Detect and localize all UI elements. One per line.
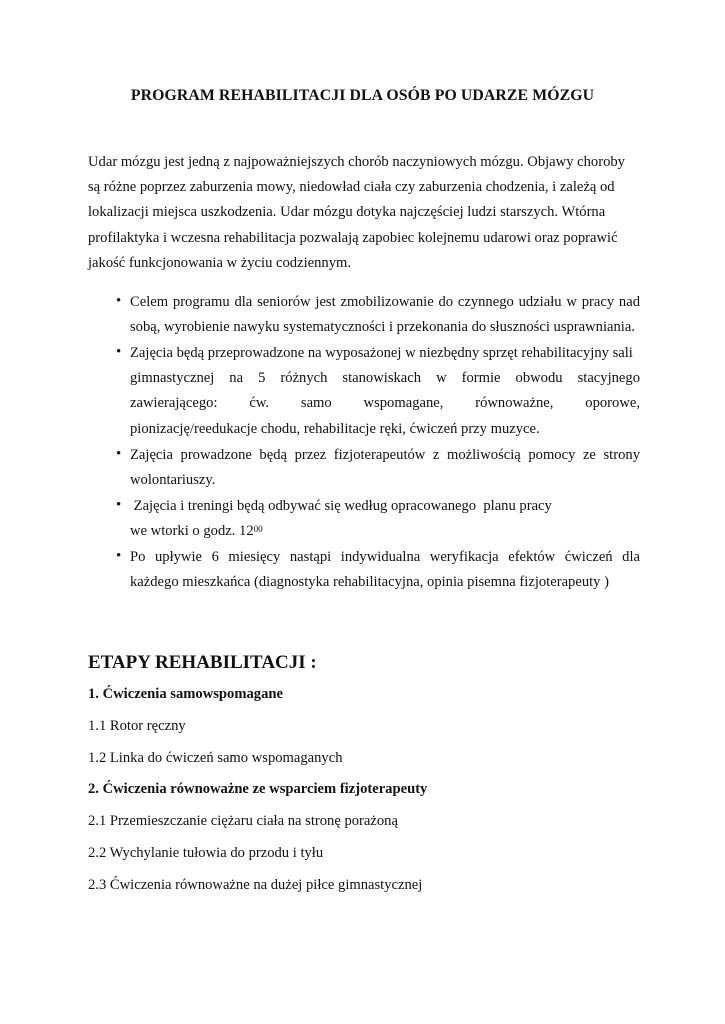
stages-heading: ETAPY REHABILITACJI : <box>88 652 317 673</box>
bullet-line: Celem programu dla seniorów jest zmobilizowanie do czynnego udziału w pracy nad <box>130 294 640 310</box>
intro-line: lokalizacji miejsca uszkodzenia. Udar mózgu dotyka najczęściej ludzi starszych. Wtórna <box>88 204 606 221</box>
bullet-item <box>130 341 640 442</box>
bullet-line: Zajęcia prowadzone będą przez fizjoterapeutów z możliwością pomocy ze strony <box>130 447 640 463</box>
intro-line: profilaktyka i wczesna rehabilitacja pozwalają zapobiec kolejnemu udarowi oraz poprawić <box>88 229 618 246</box>
bullet-line: Zajęcia będą przeprowadzone na wyposażonej w niezbędny sprzęt rehabilitacyjny sali <box>130 345 633 361</box>
bullet-icon: • <box>116 548 122 564</box>
bullet-icon: • <box>116 293 122 309</box>
intro-line: są różne poprzez zaburzenia mowy, niedowład ciała czy zaburzenia chodzenia, i zależą od <box>88 179 615 196</box>
bullet-item <box>130 443 640 493</box>
bullet-item <box>130 290 640 340</box>
bullet-item <box>130 545 640 595</box>
bullet-item <box>130 494 640 544</box>
bullet-line: Po upływie 6 miesięcy nastąpi indywidualna weryfikacja efektów ćwiczeń dla <box>130 549 640 565</box>
section-item: 2.1 Przemieszczanie ciężaru ciała na stronę porażoną <box>88 813 398 829</box>
section-heading: 1. Ćwiczenia samowspomagane <box>88 686 283 702</box>
bullet-icon: • <box>116 344 122 360</box>
bullet-line: wolontariuszy. <box>130 472 216 489</box>
bullet-line: sobą, wyrobienie nawyku systematyczności i przekonania do słuszności usprawniania. <box>130 319 635 336</box>
intro-line: Udar mózgu jest jedną z najpoważniejszych chorób naczyniowych mózgu. Objawy choroby <box>88 154 625 170</box>
bullet-line: gimnastycznej na 5 różnych stanowiskach w formie obwodu stacyjnego <box>130 370 640 387</box>
bullet-line-time <box>130 519 640 544</box>
bullet-line: każdego mieszkańca (diagnostyka rehabilitacyjna, opinia pisemna fizjoterapeuty ) <box>130 574 609 591</box>
intro-paragraph <box>88 150 648 276</box>
bullet-line: pionizację/reedukacje chodu, rehabilitacje ręki, ćwiczeń przy muzyce. <box>130 420 540 437</box>
section-item: 1.2 Linka do ćwiczeń samo wspomaganych <box>88 750 343 766</box>
section-item: 2.3 Ćwiczenia równoważne na dużej piłce gimnastycznej <box>88 877 423 893</box>
bullet-line: we wtorki o godz. 12 <box>130 523 254 540</box>
section-heading: 2. Ćwiczenia równoważne ze wsparciem fizjoterapeuty <box>88 781 428 797</box>
bullet-icon: • <box>116 446 122 462</box>
section-item: 1.1 Rotor ręczny <box>88 718 186 734</box>
bullet-line: Zajęcia i treningi będą odbywać się według opracowanego planu pracy <box>130 498 552 514</box>
time-superscript: 00 <box>253 524 263 535</box>
document-title: PROGRAM REHABILITACJI DLA OSÓB PO UDARZE MÓZGU <box>130 87 595 104</box>
bullet-icon: • <box>116 497 122 513</box>
intro-line: jakość funkcjonowania w życiu codziennym. <box>88 254 352 271</box>
bullet-line: zawierającego: ćw. samo wspomagane, równoważne, oporowe, <box>130 395 640 412</box>
section-item: 2.2 Wychylanie tułowia do przodu i tyłu <box>88 845 324 861</box>
